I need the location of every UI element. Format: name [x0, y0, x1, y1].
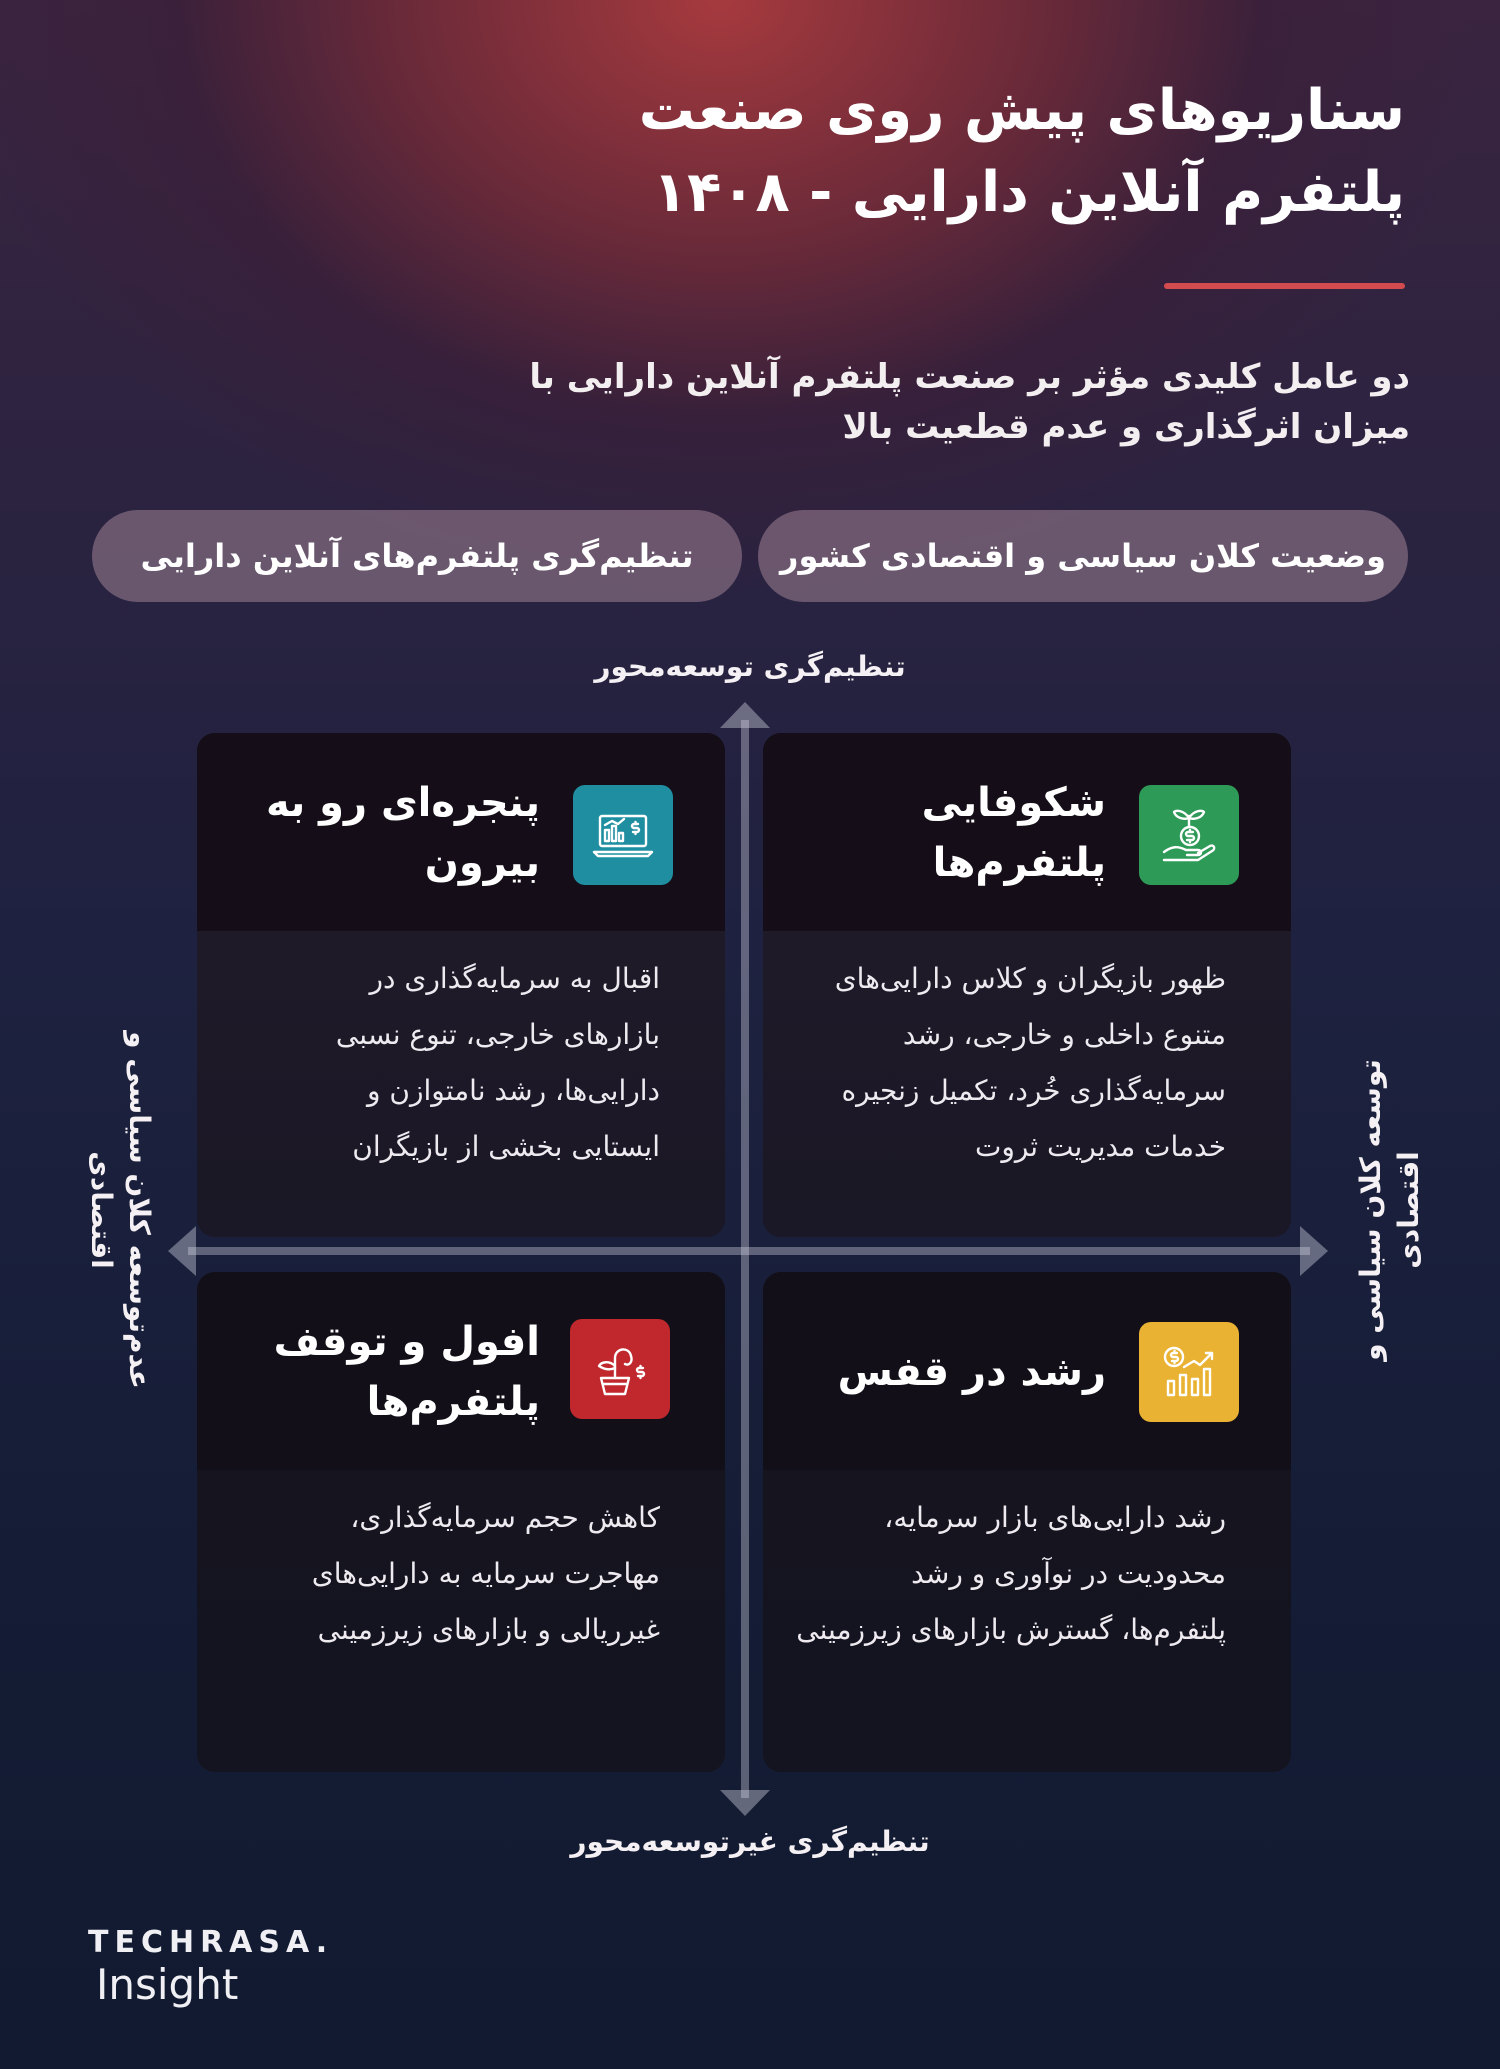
- card-text-line: خدمات مدیریت ثروت: [974, 1130, 1226, 1163]
- brand-subtitle: Insight: [96, 1960, 239, 2009]
- card-text-line: رشد دارایی‌های بازار سرمایه،: [884, 1501, 1226, 1534]
- factor-pill-regulation: تنظیم‌گری پلتفرم‌های آنلاین دارایی: [92, 510, 742, 602]
- card-text-line: دارایی‌ها، رشد نامتوازن و: [366, 1074, 660, 1107]
- card-title-line-1: افول و توقف: [273, 1319, 540, 1365]
- card-title-line-2: پلتفرم‌ها: [932, 840, 1106, 886]
- axis-label-right: توسعه کلان سیاسی و اقتصادی: [1354, 1059, 1425, 1361]
- card-description: [796, 951, 1226, 1175]
- brand-logo: TECHRASA.: [88, 1925, 334, 1960]
- card-text-line: کاهش حجم سرمایه‌گذاری،: [350, 1501, 660, 1534]
- quadrant-card-bottom-left: [197, 1272, 725, 1772]
- axis-label-top: تنظیم‌گری توسعه‌محور: [594, 650, 906, 683]
- card-header: [197, 733, 725, 931]
- subtitle-line-2: میزان اثرگذاری و عدم قطعیت بالا: [842, 407, 1410, 447]
- wilting-plant-icon: [570, 1319, 670, 1419]
- axis-arrow-up-icon: [720, 702, 770, 728]
- axis-label-left: عدم‌توسعه کلان سیاسی و اقتصادی: [85, 1031, 156, 1389]
- card-body: [197, 931, 725, 1237]
- plant-money-hand-icon: [1139, 785, 1239, 885]
- horizontal-axis: [188, 1247, 1310, 1255]
- title-underline: [1164, 283, 1405, 289]
- subtitle-line-1: دو عامل کلیدی مؤثر بر صنعت پلتفرم آنلاین دارایی با: [529, 357, 1410, 397]
- card-header: [197, 1272, 725, 1470]
- money-growth-chart-icon: [1139, 1322, 1239, 1422]
- card-title: [220, 1312, 540, 1432]
- card-text-line: مهاجرت سرمایه به دارایی‌های: [311, 1557, 660, 1590]
- axis-label-bottom: تنظیم‌گری غیرتوسعه‌محور: [570, 1825, 930, 1858]
- axis-arrow-down-icon: [720, 1790, 770, 1816]
- card-text-line: متنوع داخلی و خارجی، رشد: [902, 1018, 1226, 1051]
- card-title-line-1: رشد در قفس: [837, 1349, 1106, 1395]
- axis-arrow-left-icon: [168, 1226, 196, 1276]
- laptop-chart-icon: [573, 785, 673, 885]
- card-text-line: ظهور بازیگران و کلاس دارایی‌های: [834, 962, 1226, 995]
- axis-arrow-right-icon: [1300, 1226, 1328, 1276]
- card-text-line: غیرریالی و بازارهای زیرزمینی: [317, 1613, 660, 1646]
- card-title: [786, 773, 1106, 893]
- quadrant-card-top-right: [763, 733, 1291, 1237]
- subtitle: [410, 352, 1410, 452]
- card-header: [763, 1272, 1291, 1470]
- title-line-1: سناریوهای پیش روی صنعت: [638, 78, 1405, 143]
- title-line-2: پلتفرم آنلاین دارایی - ۱۴۰۸: [652, 160, 1405, 225]
- card-title: [786, 1342, 1106, 1402]
- card-text-line: سرمایه‌گذاری خُرد، تکمیل زنجیره: [841, 1074, 1226, 1107]
- card-title-line-1: پنجره‌ای رو به: [265, 780, 540, 826]
- card-description: [763, 1490, 1226, 1658]
- card-text-line: پلتفرم‌ها، گسترش بازارهای زیرزمینی: [796, 1613, 1226, 1646]
- card-text-line: بازارهای خارجی، تنوع نسبی: [335, 1018, 660, 1051]
- page-title: [505, 70, 1405, 234]
- card-title-line-2: بیرون: [424, 840, 540, 886]
- card-header: [763, 733, 1291, 931]
- card-description: [197, 1490, 660, 1658]
- card-text-line: ایستایی بخشی از بازیگران: [352, 1130, 660, 1163]
- quadrant-card-bottom-right: [763, 1272, 1291, 1772]
- quadrant-card-top-left: [197, 733, 725, 1237]
- card-text-line: اقبال به سرمایه‌گذاری در: [369, 962, 660, 995]
- factor-pill-macro: وضعیت کلان سیاسی و اقتصادی کشور: [758, 510, 1408, 602]
- card-body: [197, 1470, 725, 1772]
- card-body: [763, 931, 1291, 1237]
- card-title: [220, 773, 540, 893]
- vertical-axis: [741, 720, 749, 1798]
- card-body: [763, 1470, 1291, 1772]
- card-title-line-1: شکوفایی: [921, 780, 1106, 826]
- card-description: [230, 951, 660, 1175]
- card-text-line: محدودیت در نوآوری و رشد: [911, 1557, 1226, 1590]
- card-title-line-2: پلتفرم‌ها: [366, 1379, 540, 1425]
